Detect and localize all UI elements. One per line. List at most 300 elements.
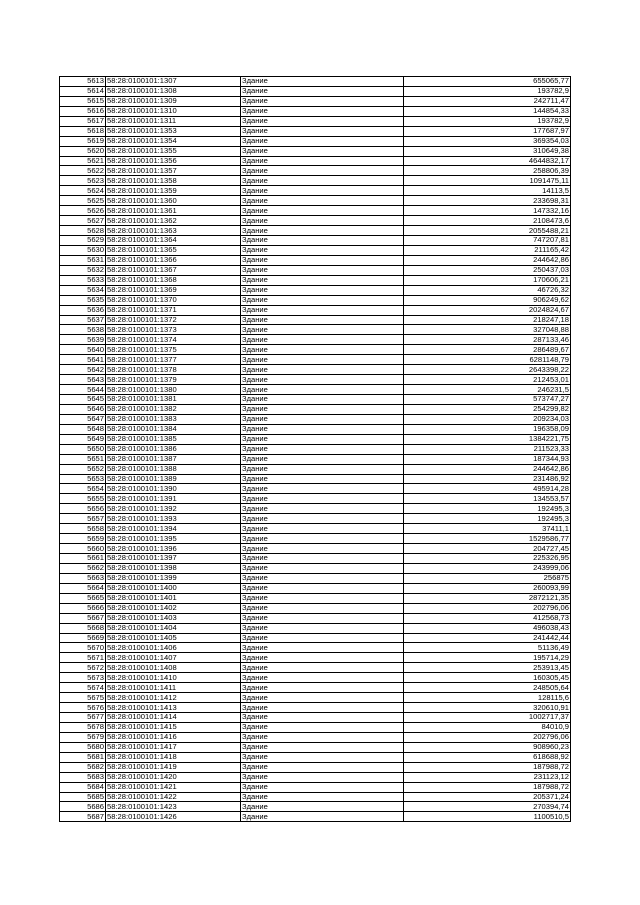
object-type-cell: Здание — [241, 404, 404, 414]
cadastral-value-cell: 2643398,22 — [404, 365, 571, 375]
table-row — [60, 166, 571, 176]
table-row — [60, 325, 571, 335]
row-number-cell: 5674 — [60, 683, 106, 693]
table-row — [60, 156, 571, 166]
object-type-cell: Здание — [241, 86, 404, 96]
row-number-cell: 5666 — [60, 603, 106, 613]
object-type-cell: Здание — [241, 335, 404, 345]
row-number-cell: 5623 — [60, 176, 106, 186]
row-number-cell: 5628 — [60, 226, 106, 236]
cadastral-number-cell: 58:28:0100101:1423 — [106, 802, 241, 812]
cadastral-number-cell: 58:28:0100101:1356 — [106, 156, 241, 166]
object-type-cell: Здание — [241, 385, 404, 395]
cadastral-value-cell: 1529586,77 — [404, 534, 571, 544]
cadastral-value-cell: 242711,47 — [404, 96, 571, 106]
cadastral-number-cell: 58:28:0100101:1414 — [106, 713, 241, 723]
cadastral-number-cell: 58:28:0100101:1377 — [106, 355, 241, 365]
table-row — [60, 722, 571, 732]
cadastral-value-cell: 2055488,21 — [404, 226, 571, 236]
table-row — [60, 464, 571, 474]
table-row — [60, 613, 571, 623]
row-number-cell: 5630 — [60, 245, 106, 255]
row-number-cell: 5650 — [60, 444, 106, 454]
table-row — [60, 683, 571, 693]
table-row — [60, 365, 571, 375]
row-number-cell: 5677 — [60, 713, 106, 723]
cadastral-value-cell: 37411,1 — [404, 524, 571, 534]
row-number-cell: 5687 — [60, 812, 106, 822]
object-type-cell: Здание — [241, 434, 404, 444]
row-number-cell: 5638 — [60, 325, 106, 335]
cadastral-number-cell: 58:28:0100101:1419 — [106, 762, 241, 772]
object-type-cell: Здание — [241, 554, 404, 564]
object-type-cell: Здание — [241, 732, 404, 742]
table-row — [60, 305, 571, 315]
row-number-cell: 5620 — [60, 146, 106, 156]
table-row — [60, 315, 571, 325]
table-row — [60, 782, 571, 792]
cadastral-value-cell: 195714,29 — [404, 653, 571, 663]
cadastral-number-cell: 58:28:0100101:1378 — [106, 365, 241, 375]
cadastral-number-cell: 58:28:0100101:1368 — [106, 275, 241, 285]
cadastral-value-cell: 134553,57 — [404, 494, 571, 504]
table-row — [60, 434, 571, 444]
table-row — [60, 563, 571, 573]
row-number-cell: 5624 — [60, 186, 106, 196]
cadastral-value-cell: 6281148,79 — [404, 355, 571, 365]
row-number-cell: 5627 — [60, 216, 106, 226]
cadastral-number-cell: 58:28:0100101:1392 — [106, 504, 241, 514]
row-number-cell: 5661 — [60, 554, 106, 564]
cadastral-value-cell: 246231,5 — [404, 385, 571, 395]
cadastral-number-cell: 58:28:0100101:1371 — [106, 305, 241, 315]
table-row — [60, 136, 571, 146]
object-type-cell: Здание — [241, 762, 404, 772]
cadastral-number-cell: 58:28:0100101:1382 — [106, 404, 241, 414]
table-row — [60, 673, 571, 683]
object-type-cell: Здание — [241, 703, 404, 713]
cadastral-number-cell: 58:28:0100101:1360 — [106, 196, 241, 206]
cadastral-number-cell: 58:28:0100101:1353 — [106, 126, 241, 136]
cadastral-number-cell: 58:28:0100101:1365 — [106, 245, 241, 255]
table-row — [60, 285, 571, 295]
object-type-cell: Здание — [241, 603, 404, 613]
cadastral-value-cell: 144854,33 — [404, 106, 571, 116]
object-type-cell: Здание — [241, 782, 404, 792]
table-row — [60, 534, 571, 544]
object-type-cell: Здание — [241, 613, 404, 623]
cadastral-value-cell: 369354,03 — [404, 136, 571, 146]
object-type-cell: Здание — [241, 186, 404, 196]
cadastral-number-cell: 58:28:0100101:1389 — [106, 474, 241, 484]
cadastral-number-cell: 58:28:0100101:1413 — [106, 703, 241, 713]
table-row — [60, 663, 571, 673]
cadastral-value-cell: 286489,67 — [404, 345, 571, 355]
table-row — [60, 126, 571, 136]
table-row — [60, 355, 571, 365]
cadastral-number-cell: 58:28:0100101:1407 — [106, 653, 241, 663]
table-row — [60, 86, 571, 96]
object-type-cell: Здание — [241, 315, 404, 325]
cadastral-number-cell: 58:28:0100101:1395 — [106, 534, 241, 544]
cadastral-value-cell: 205371,24 — [404, 792, 571, 802]
row-number-cell: 5626 — [60, 206, 106, 216]
cadastral-number-cell: 58:28:0100101:1417 — [106, 742, 241, 752]
row-number-cell: 5663 — [60, 573, 106, 583]
cadastral-value-cell: 906249,62 — [404, 295, 571, 305]
row-number-cell: 5657 — [60, 514, 106, 524]
cadastral-number-cell: 58:28:0100101:1406 — [106, 643, 241, 653]
table-row — [60, 295, 571, 305]
cadastral-value-cell: 2872121,35 — [404, 593, 571, 603]
cadastral-value-cell: 187988,72 — [404, 782, 571, 792]
cadastral-value-cell: 202796,06 — [404, 603, 571, 613]
cadastral-value-cell: 204727,45 — [404, 544, 571, 554]
cadastral-value-cell: 231123,12 — [404, 772, 571, 782]
cadastral-value-cell: 128115,6 — [404, 693, 571, 703]
object-type-cell: Здание — [241, 653, 404, 663]
cadastral-number-cell: 58:28:0100101:1386 — [106, 444, 241, 454]
table-row — [60, 583, 571, 593]
object-type-cell: Здание — [241, 514, 404, 524]
cadastral-number-cell: 58:28:0100101:1363 — [106, 226, 241, 236]
row-number-cell: 5660 — [60, 544, 106, 554]
table-row — [60, 385, 571, 395]
object-type-cell: Здание — [241, 345, 404, 355]
table-row — [60, 732, 571, 742]
table-row — [60, 504, 571, 514]
object-type-cell: Здание — [241, 802, 404, 812]
object-type-cell: Здание — [241, 236, 404, 246]
cadastral-number-cell: 58:28:0100101:1367 — [106, 265, 241, 275]
cadastral-value-cell: 1002717,37 — [404, 713, 571, 723]
row-number-cell: 5640 — [60, 345, 106, 355]
table-row — [60, 802, 571, 812]
row-number-cell: 5680 — [60, 742, 106, 752]
table-row — [60, 226, 571, 236]
table-row — [60, 236, 571, 246]
cadastral-value-cell: 187344,93 — [404, 454, 571, 464]
cadastral-value-cell: 170606,21 — [404, 275, 571, 285]
row-number-cell: 5676 — [60, 703, 106, 713]
object-type-cell: Здание — [241, 414, 404, 424]
object-type-cell: Здание — [241, 176, 404, 186]
row-number-cell: 5632 — [60, 265, 106, 275]
cadastral-value-cell: 211523,33 — [404, 444, 571, 454]
cadastral-value-cell: 192495,3 — [404, 504, 571, 514]
cadastral-number-cell: 58:28:0100101:1354 — [106, 136, 241, 146]
cadastral-value-cell: 84010,9 — [404, 722, 571, 732]
cadastral-number-cell: 58:28:0100101:1364 — [106, 236, 241, 246]
row-number-cell: 5621 — [60, 156, 106, 166]
cadastral-number-cell: 58:28:0100101:1403 — [106, 613, 241, 623]
table-row — [60, 623, 571, 633]
row-number-cell: 5647 — [60, 414, 106, 424]
object-type-cell: Здание — [241, 305, 404, 315]
table-row — [60, 494, 571, 504]
row-number-cell: 5656 — [60, 504, 106, 514]
table-row — [60, 484, 571, 494]
table-row — [60, 752, 571, 762]
cadastral-number-cell: 58:28:0100101:1404 — [106, 623, 241, 633]
table-row — [60, 96, 571, 106]
cadastral-value-cell: 147332,16 — [404, 206, 571, 216]
cadastral-value-cell: 187988,72 — [404, 762, 571, 772]
cadastral-number-cell: 58:28:0100101:1381 — [106, 395, 241, 405]
table-row — [60, 77, 571, 87]
row-number-cell: 5664 — [60, 583, 106, 593]
cadastral-value-cell: 231486,92 — [404, 474, 571, 484]
row-number-cell: 5673 — [60, 673, 106, 683]
row-number-cell: 5633 — [60, 275, 106, 285]
object-type-cell: Здание — [241, 106, 404, 116]
cadastral-number-cell: 58:28:0100101:1375 — [106, 345, 241, 355]
cadastral-number-cell: 58:28:0100101:1390 — [106, 484, 241, 494]
table-row — [60, 444, 571, 454]
object-type-cell: Здание — [241, 245, 404, 255]
cadastral-number-cell: 58:28:0100101:1405 — [106, 633, 241, 643]
table-row — [60, 792, 571, 802]
object-type-cell: Здание — [241, 166, 404, 176]
row-number-cell: 5646 — [60, 404, 106, 414]
row-number-cell: 5655 — [60, 494, 106, 504]
row-number-cell: 5679 — [60, 732, 106, 742]
table-row — [60, 106, 571, 116]
object-type-cell: Здание — [241, 693, 404, 703]
object-type-cell: Здание — [241, 146, 404, 156]
row-number-cell: 5629 — [60, 236, 106, 246]
cadastral-value-cell: 1384221,75 — [404, 434, 571, 444]
object-type-cell: Здание — [241, 534, 404, 544]
row-number-cell: 5625 — [60, 196, 106, 206]
row-number-cell: 5622 — [60, 166, 106, 176]
cadastral-number-cell: 58:28:0100101:1310 — [106, 106, 241, 116]
row-number-cell: 5614 — [60, 86, 106, 96]
object-type-cell: Здание — [241, 812, 404, 822]
cadastral-number-cell: 58:28:0100101:1307 — [106, 77, 241, 87]
table-row — [60, 593, 571, 603]
table-row — [60, 255, 571, 265]
table-row — [60, 772, 571, 782]
cadastral-value-cell: 193782,9 — [404, 116, 571, 126]
row-number-cell: 5682 — [60, 762, 106, 772]
row-number-cell: 5635 — [60, 295, 106, 305]
table-row — [60, 176, 571, 186]
cadastral-number-cell: 58:28:0100101:1380 — [106, 385, 241, 395]
row-number-cell: 5678 — [60, 722, 106, 732]
row-number-cell: 5653 — [60, 474, 106, 484]
row-number-cell: 5665 — [60, 593, 106, 603]
object-type-cell: Здание — [241, 593, 404, 603]
cadastral-value-cell: 192495,3 — [404, 514, 571, 524]
table-row — [60, 395, 571, 405]
cadastral-value-cell: 244642,86 — [404, 464, 571, 474]
cadastral-number-cell: 58:28:0100101:1397 — [106, 554, 241, 564]
object-type-cell: Здание — [241, 752, 404, 762]
cadastral-number-cell: 58:28:0100101:1422 — [106, 792, 241, 802]
cadastral-value-cell: 908960,23 — [404, 742, 571, 752]
table-row — [60, 633, 571, 643]
object-type-cell: Здание — [241, 673, 404, 683]
object-type-cell: Здание — [241, 136, 404, 146]
row-number-cell: 5649 — [60, 434, 106, 444]
object-type-cell: Здание — [241, 524, 404, 534]
cadastral-value-cell: 233698,31 — [404, 196, 571, 206]
row-number-cell: 5654 — [60, 484, 106, 494]
object-type-cell: Здание — [241, 424, 404, 434]
cadastral-value-cell: 310649,38 — [404, 146, 571, 156]
cadastral-value-cell: 212453,01 — [404, 375, 571, 385]
row-number-cell: 5675 — [60, 693, 106, 703]
table-row — [60, 196, 571, 206]
table-row — [60, 275, 571, 285]
cadastral-value-cell: 496038,43 — [404, 623, 571, 633]
row-number-cell: 5637 — [60, 315, 106, 325]
row-number-cell: 5652 — [60, 464, 106, 474]
cadastral-number-cell: 58:28:0100101:1383 — [106, 414, 241, 424]
cadastral-value-cell: 2024824,67 — [404, 305, 571, 315]
object-type-cell: Здание — [241, 126, 404, 136]
row-number-cell: 5685 — [60, 792, 106, 802]
row-number-cell: 5616 — [60, 106, 106, 116]
object-type-cell: Здание — [241, 683, 404, 693]
cadastral-value-cell: 327048,88 — [404, 325, 571, 335]
cadastral-value-cell: 196358,09 — [404, 424, 571, 434]
table-row — [60, 603, 571, 613]
object-type-cell: Здание — [241, 206, 404, 216]
row-number-cell: 5672 — [60, 663, 106, 673]
object-type-cell: Здание — [241, 742, 404, 752]
cadastral-number-cell: 58:28:0100101:1361 — [106, 206, 241, 216]
object-type-cell: Здание — [241, 77, 404, 87]
cadastral-number-cell: 58:28:0100101:1412 — [106, 693, 241, 703]
cadastral-number-cell: 58:28:0100101:1385 — [106, 434, 241, 444]
cadastral-value-cell: 177687,97 — [404, 126, 571, 136]
cadastral-value-cell: 1100510,5 — [404, 812, 571, 822]
cadastral-value-cell: 655065,77 — [404, 77, 571, 87]
object-type-cell: Здание — [241, 265, 404, 275]
object-type-cell: Здание — [241, 255, 404, 265]
cadastral-number-cell: 58:28:0100101:1418 — [106, 752, 241, 762]
object-type-cell: Здание — [241, 295, 404, 305]
cadastral-value-cell: 51136,49 — [404, 643, 571, 653]
object-type-cell: Здание — [241, 355, 404, 365]
table-row — [60, 713, 571, 723]
table-row — [60, 404, 571, 414]
object-type-cell: Здание — [241, 563, 404, 573]
row-number-cell: 5684 — [60, 782, 106, 792]
cadastral-number-cell: 58:28:0100101:1399 — [106, 573, 241, 583]
object-type-cell: Здание — [241, 713, 404, 723]
cadastral-number-cell: 58:28:0100101:1394 — [106, 524, 241, 534]
cadastral-value-cell: 618688,92 — [404, 752, 571, 762]
cadastral-number-cell: 58:28:0100101:1379 — [106, 375, 241, 385]
object-type-cell: Здание — [241, 633, 404, 643]
cadastral-value-cell: 248505,64 — [404, 683, 571, 693]
cadastral-value-cell: 573747,27 — [404, 395, 571, 405]
object-type-cell: Здание — [241, 156, 404, 166]
table-row — [60, 762, 571, 772]
row-number-cell: 5671 — [60, 653, 106, 663]
cadastral-value-cell: 270394,74 — [404, 802, 571, 812]
table-row — [60, 474, 571, 484]
cadastral-value-cell: 254299,82 — [404, 404, 571, 414]
cadastral-number-cell: 58:28:0100101:1374 — [106, 335, 241, 345]
row-number-cell: 5644 — [60, 385, 106, 395]
cadastral-number-cell: 58:28:0100101:1372 — [106, 315, 241, 325]
cadastral-number-cell: 58:28:0100101:1359 — [106, 186, 241, 196]
object-type-cell: Здание — [241, 484, 404, 494]
table-row — [60, 265, 571, 275]
table-row — [60, 693, 571, 703]
table-row — [60, 424, 571, 434]
cadastral-number-cell: 58:28:0100101:1362 — [106, 216, 241, 226]
cadastral-value-cell: 241442,44 — [404, 633, 571, 643]
cadastral-number-cell: 58:28:0100101:1311 — [106, 116, 241, 126]
object-type-cell: Здание — [241, 196, 404, 206]
cadastral-number-cell: 58:28:0100101:1411 — [106, 683, 241, 693]
object-type-cell: Здание — [241, 792, 404, 802]
object-type-cell: Здание — [241, 444, 404, 454]
cadastral-value-cell: 243999,06 — [404, 563, 571, 573]
row-number-cell: 5686 — [60, 802, 106, 812]
object-type-cell: Здание — [241, 573, 404, 583]
cadastral-number-cell: 58:28:0100101:1366 — [106, 255, 241, 265]
cadastral-value-cell: 495914,28 — [404, 484, 571, 494]
object-type-cell: Здание — [241, 643, 404, 653]
cadastral-value-cell: 250437,03 — [404, 265, 571, 275]
row-number-cell: 5643 — [60, 375, 106, 385]
row-number-cell: 5617 — [60, 116, 106, 126]
object-type-cell: Здание — [241, 464, 404, 474]
cadastral-number-cell: 58:28:0100101:1426 — [106, 812, 241, 822]
object-type-cell: Здание — [241, 722, 404, 732]
row-number-cell: 5651 — [60, 454, 106, 464]
cadastral-number-cell: 58:28:0100101:1421 — [106, 782, 241, 792]
table-row — [60, 345, 571, 355]
row-number-cell: 5631 — [60, 255, 106, 265]
cadastral-number-cell: 58:28:0100101:1357 — [106, 166, 241, 176]
table-row — [60, 216, 571, 226]
cadastral-number-cell: 58:28:0100101:1388 — [106, 464, 241, 474]
object-type-cell: Здание — [241, 504, 404, 514]
row-number-cell: 5669 — [60, 633, 106, 643]
cadastral-value-cell: 260093,99 — [404, 583, 571, 593]
object-type-cell: Здание — [241, 216, 404, 226]
table-row — [60, 653, 571, 663]
row-number-cell: 5681 — [60, 752, 106, 762]
cadastral-value-cell: 193782,9 — [404, 86, 571, 96]
cadastral-number-cell: 58:28:0100101:1384 — [106, 424, 241, 434]
cadastral-value-cell: 258806,39 — [404, 166, 571, 176]
table-row — [60, 375, 571, 385]
cadastral-number-cell: 58:28:0100101:1415 — [106, 722, 241, 732]
row-number-cell: 5636 — [60, 305, 106, 315]
object-type-cell: Здание — [241, 395, 404, 405]
row-number-cell: 5667 — [60, 613, 106, 623]
table-row — [60, 116, 571, 126]
object-type-cell: Здание — [241, 494, 404, 504]
cadastral-value-cell: 218247,18 — [404, 315, 571, 325]
object-type-cell: Здание — [241, 454, 404, 464]
data-table — [59, 76, 571, 822]
row-number-cell: 5613 — [60, 77, 106, 87]
cadastral-number-cell: 58:28:0100101:1400 — [106, 583, 241, 593]
cadastral-value-cell: 211165,42 — [404, 245, 571, 255]
table-row — [60, 554, 571, 564]
cadastral-number-cell: 58:28:0100101:1401 — [106, 593, 241, 603]
object-type-cell: Здание — [241, 623, 404, 633]
